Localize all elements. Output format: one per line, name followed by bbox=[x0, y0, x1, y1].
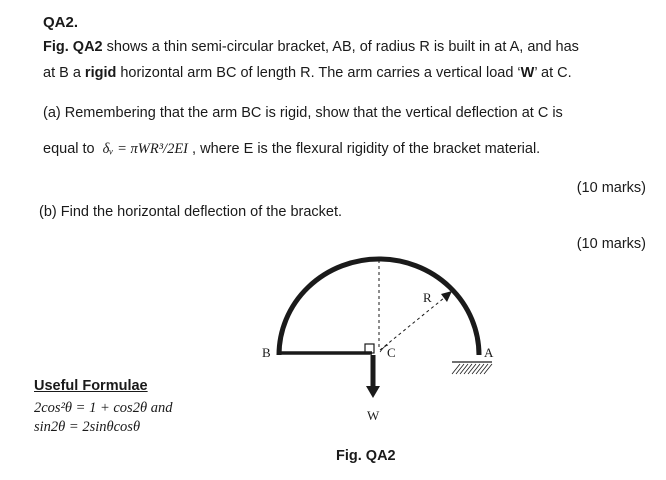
radius-line bbox=[380, 298, 444, 350]
intro-line-2-a: at B a bbox=[43, 65, 85, 81]
label-b: B bbox=[262, 345, 271, 360]
part-a-suffix: , where E is the flexural rigidity of the bracket material. bbox=[192, 141, 541, 157]
part-b-marks: (10 marks) bbox=[576, 236, 646, 252]
formula-line-2: sin2θ = 2sinθcosθ bbox=[34, 419, 141, 435]
deflection-formula: δᵥ = πWR³/2EI bbox=[102, 141, 189, 157]
fig-reference: Fig. QA2 bbox=[43, 39, 103, 55]
question-heading: QA2. bbox=[43, 14, 79, 31]
formula-line-1: 2cos²θ = 1 + cos2θ and bbox=[34, 400, 173, 416]
intro-line-1-text: shows a thin semi-circular bracket, AB, of radius R is built in at A, and has bbox=[102, 39, 579, 55]
load-arrowhead bbox=[366, 386, 380, 398]
label-r: R bbox=[423, 290, 432, 305]
part-a-prefix: equal to bbox=[43, 141, 95, 157]
label-c: C bbox=[387, 345, 396, 360]
fixed-support-hatch bbox=[452, 362, 492, 374]
load-symbol: W bbox=[520, 65, 535, 81]
part-b-text: (b) Find the horizontal deflection of the bracket. bbox=[39, 204, 343, 220]
intro-line-2-c: ’ at C. bbox=[534, 65, 572, 81]
formulae-heading: Useful Formulae bbox=[34, 378, 148, 394]
label-w: W bbox=[367, 408, 380, 423]
label-a: A bbox=[484, 345, 494, 360]
radius-arrowhead bbox=[441, 291, 452, 302]
part-a-marks: (10 marks) bbox=[576, 180, 646, 196]
figure-caption: Fig. QA2 bbox=[336, 448, 396, 464]
part-a-line-1: (a) Remembering that the arm BC is rigid, show that the vertical deflection at C is bbox=[43, 105, 563, 121]
intro-line-2-b: horizontal arm BC of length R. The arm carries a vertical load ‘ bbox=[116, 65, 521, 81]
rigid-word: rigid bbox=[84, 65, 117, 81]
